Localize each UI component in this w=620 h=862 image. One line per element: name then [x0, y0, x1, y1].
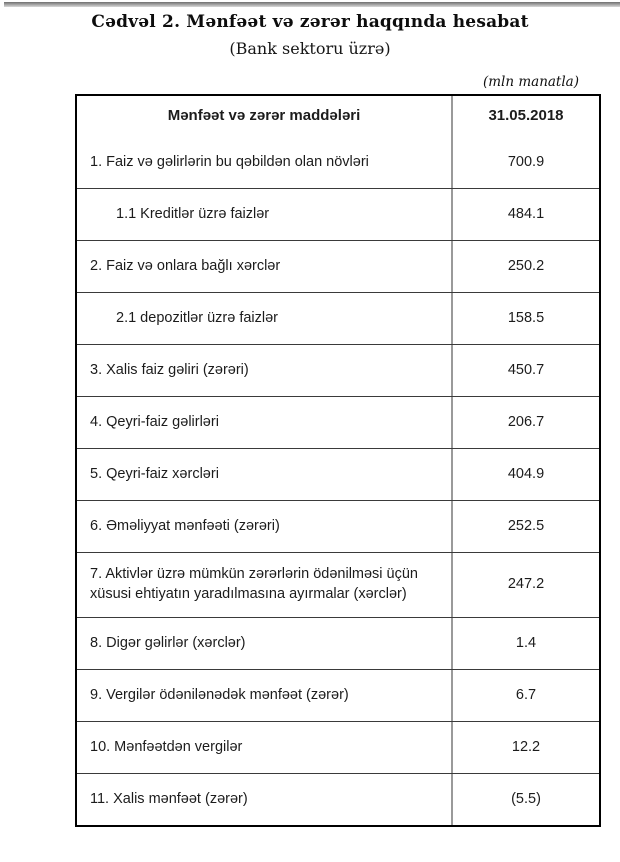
table-row	[77, 669, 599, 721]
table-row	[77, 240, 599, 292]
row-value: 484.1	[507, 205, 545, 222]
row-value: 158.5	[507, 309, 545, 326]
table-row	[77, 292, 599, 344]
row-label: 11. Xalis mənfəət (zərər)	[77, 774, 453, 825]
row-label: 6. Əməliyyat mənfəəti (zərəri)	[77, 501, 453, 552]
page-top-edge	[4, 2, 620, 7]
row-label: 10. Mənfəətdən vergilər	[77, 722, 453, 773]
table-row	[77, 721, 599, 773]
row-value: 700.9	[507, 153, 545, 170]
row-value: 1.4	[515, 634, 537, 651]
table-row	[77, 137, 599, 188]
table-row	[77, 188, 599, 240]
row-label: 3. Xalis faiz gəliri (zərəri)	[77, 345, 453, 396]
row-label: 1.1 Kreditlər üzrə faizlər	[77, 189, 453, 240]
table-body	[77, 137, 599, 825]
row-label: 2.1 depozitlər üzrə faizlər	[77, 293, 453, 344]
row-value: 206.7	[507, 413, 545, 430]
row-label: 7. Aktivlər üzrə mümkün zərərlərin ödənilməsi üçün xüsusi ehtiyatın yaradılmasına ayırmalar (xərclər)	[77, 553, 453, 617]
row-value: (5.5)	[511, 790, 541, 807]
column-header-items: Mənfəət və zərər maddələri	[77, 96, 453, 137]
table-row	[77, 448, 599, 500]
row-label: 4. Qeyri-faiz gəlirləri	[77, 397, 453, 448]
table-row	[77, 396, 599, 448]
table-row	[77, 552, 599, 617]
table-row	[77, 344, 599, 396]
page-title: Cədvəl 2. Mənfəət və zərər haqqında hesabat	[91, 12, 529, 32]
table-header-row	[77, 96, 599, 137]
table-row	[77, 773, 599, 825]
row-value: 252.5	[507, 517, 545, 534]
row-value: 247.2	[507, 576, 545, 593]
row-label: 9. Vergilər ödənilənədək mənfəət (zərər)	[77, 670, 453, 721]
page-subtitle: (Bank sektoru üzrə)	[229, 39, 391, 58]
column-header-date: 31.05.2018	[488, 107, 564, 125]
table-row	[77, 500, 599, 552]
pnl-table	[75, 94, 601, 827]
table-row	[77, 617, 599, 669]
table-section	[75, 74, 601, 827]
row-label: 2. Faiz və onlara bağlı xərclər	[77, 241, 453, 292]
row-label: 1. Faiz və gəlirlərin bu qəbildən olan növləri	[77, 137, 453, 188]
row-value: 6.7	[515, 686, 537, 703]
row-label: 5. Qeyri-faiz xərcləri	[77, 449, 453, 500]
row-value: 12.2	[511, 738, 541, 755]
unit-note: (mln manatla)	[482, 74, 579, 90]
row-value: 250.2	[507, 257, 545, 274]
row-value: 450.7	[507, 361, 545, 378]
row-value: 404.9	[507, 465, 545, 482]
row-label: 8. Digər gəlirlər (xərclər)	[77, 618, 453, 669]
